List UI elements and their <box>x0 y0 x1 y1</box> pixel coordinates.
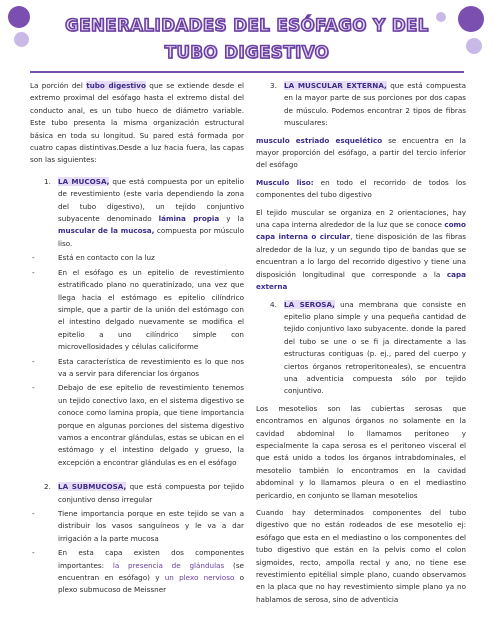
mucosa-text-and: y la <box>219 214 244 224</box>
mucosa-bullet: - Está en contacto con la luz <box>32 253 155 263</box>
layer-item-serosa <box>256 299 466 398</box>
item-number: 4. <box>270 299 277 309</box>
page-title <box>40 12 454 66</box>
mucosa-bullet: - Esta característica de revestimiento es lo que nos va a servir para diferenciar los órganos <box>32 356 244 378</box>
liso-term: Musculo liso: <box>256 177 314 187</box>
liso-paragraph: Musculo liso: en todo el recorrido de todos los componentes del tubo digestivo <box>256 177 466 200</box>
item-number: 1. <box>44 176 51 186</box>
mucosa-bullet: - En el esófago es un epitelio de revestimiento estratificado plano no queratinizado, una vez que llega hacia el estómago es epitelio cilíndrico simple, que a partir de la unión del estómago con el intestino delgado nuevamente se modifica el epitelio a uno cilíndrico simple con microvellosidades y células caliciforme <box>32 267 244 352</box>
intro-text: La porción del <box>30 81 87 90</box>
submucosa-bullet: - Tiene importancia porque en este tejido se van a distribuir los vasos sanguíneos y le va a dar irrigación a la parte mucosa <box>32 509 244 543</box>
serosa-heading: LA SEROSA, <box>284 299 335 309</box>
title-line-1: GENERALIDADES DEL ESÓFAGO Y DEL <box>65 16 429 35</box>
layer-item-muscular-externa <box>256 80 466 130</box>
item-number: 3. <box>270 81 277 90</box>
tejido-paragraph: El tejido muscular se organiza en 2 orientaciones, hay una capa interna alrededor de la luz que se conoce como capa interna o circular, tiene disposición de las fibras alrededor de la luz, y un segundo tipo de bandas que se encuentran a lo largo del recorrido digestivo y tiene una disposición longitudinal que corresponde a la capa externa <box>256 207 466 292</box>
submucosa-heading: LA SUBMUCOSA, <box>58 482 127 492</box>
muscular-externa-heading: LA MUSCULAR EXTERNA, <box>284 81 387 90</box>
mucosa-text: que está compuesta por un epitelio de revestimiento (este varia dependiendo la zona del tubo digestivo), un tejido conjuntivo subyacente denominado <box>58 176 244 224</box>
glandulas-term: la presencia de glándulas <box>112 560 225 570</box>
item-number: 2. <box>44 482 51 492</box>
muscular-mucosa-term: muscular de la mucosa, <box>58 226 155 236</box>
submucosa-text: que está compuesta por tejido conjuntivo denso irregular <box>58 482 244 504</box>
serosa-text: una membrana que consiste en epitelio plano simple y una pequeña cantidad de tejido conjuntivo laxo subyacente. donde la pared del tubo se une o se fi ja directamente a las estructuras contiguas (p. ej., pared del cuerpo y ciertos órganos retroperitoneales), se encuentra una adventicia compuesta sólo por tejido conjuntivo. <box>284 299 466 396</box>
layer-item-submucosa <box>30 481 244 506</box>
lamina-propia-term: lámina propia <box>158 214 220 224</box>
intro-text-rest: que se extiende desde el extremo proximal del esófago hasta el extremo distal del conducto anal, es un tubo hueco de diámetro variable. Este tubo presenta la misma organización estructural básica en toda su longitud. Su pared está formada por cuatro capas distintivas.Desde a luz hacia fuera, las capas son las siguientes: <box>30 81 244 165</box>
decor-dot-top-left <box>8 6 30 28</box>
adventicia-paragraph: Cuando hay determinados componentes del tubo digestivo que no están rodeados de ese mesotelio ej: esófago que esta en el mediastino o los componentes del tubo digestivo que están en la pelvis como el colon sigmoides, recto, ampolla rectal y ano, no tiene ese revestimiento epitélial simple plano, cuando observamos en la placa que no hay revestimiento simple plano ya no hablamos de serosa, sino de adventicia <box>256 508 466 604</box>
decor-dot-top-right <box>458 6 484 32</box>
layer-item-mucosa <box>30 176 244 250</box>
left-column <box>30 80 244 599</box>
mucosa-heading: LA MUCOSA, <box>58 176 110 186</box>
title-divider <box>30 71 464 73</box>
capa-interna-term: como capa interna o circular <box>256 220 466 242</box>
plexo-nervioso-term: un plexo nervioso <box>164 573 235 583</box>
capa-externa-term: capa externa <box>256 269 466 292</box>
decor-dot-right-light <box>466 38 482 54</box>
estriado-term: musculo estriado esquelético <box>256 135 383 145</box>
mucosa-text-end: compuesta por músculo liso. <box>58 226 244 248</box>
estriado-paragraph: musculo estriado esquelético se encuentra en la mayor proporción del esófago, a partir del tercio inferior del esófago <box>256 135 466 170</box>
title-line-2: TUBO DIGESTIVO <box>164 43 330 62</box>
submucosa-bullet: - En esta capa existen dos componentes importantes: la presencia de glándulas (se encuentran en esófago) y un plexo nervioso o plexo submucoso de Meissner <box>32 548 245 595</box>
right-column <box>256 80 466 611</box>
decor-dot-left-light <box>14 32 29 47</box>
intro-paragraph <box>30 80 244 167</box>
mesotelios-paragraph: Los mesotelios son las cubiertas serosas que encontramos en algunos órganos no solamente en la cavidad abdominal lo llamamos peritoneo y especialmente la capa serosa es el peritoneo visceral el que está unido a todos los órganos intrabdominales, el mesotelio también lo encontramos en la cavidad abdominal y lo llamamos pleura o en el mediastino pericardio, en conjunto se llaman mesotelios <box>256 403 466 500</box>
mucosa-bullet: - Debajo de ese epitelio de revestimiento tenemos un tejido conectivo laxo, en el sistema digestivo se conoce como lamina propia, que tiene importancia porque en algunas porciones del sistema digestivo vamos a encontrar glándulas, estas se ubican en el estómago y el intestino delgado y grueso, la excepción a encontrar glándulas es en el esófago <box>32 383 244 467</box>
muscular-externa-text: que está compuesta en la mayor parte de sus porciones por dos capas de músculo. Podemos encontrar 2 tipos de fibras musculares: <box>284 81 466 128</box>
intro-highlight-tubo: tubo digestivo <box>86 81 146 90</box>
